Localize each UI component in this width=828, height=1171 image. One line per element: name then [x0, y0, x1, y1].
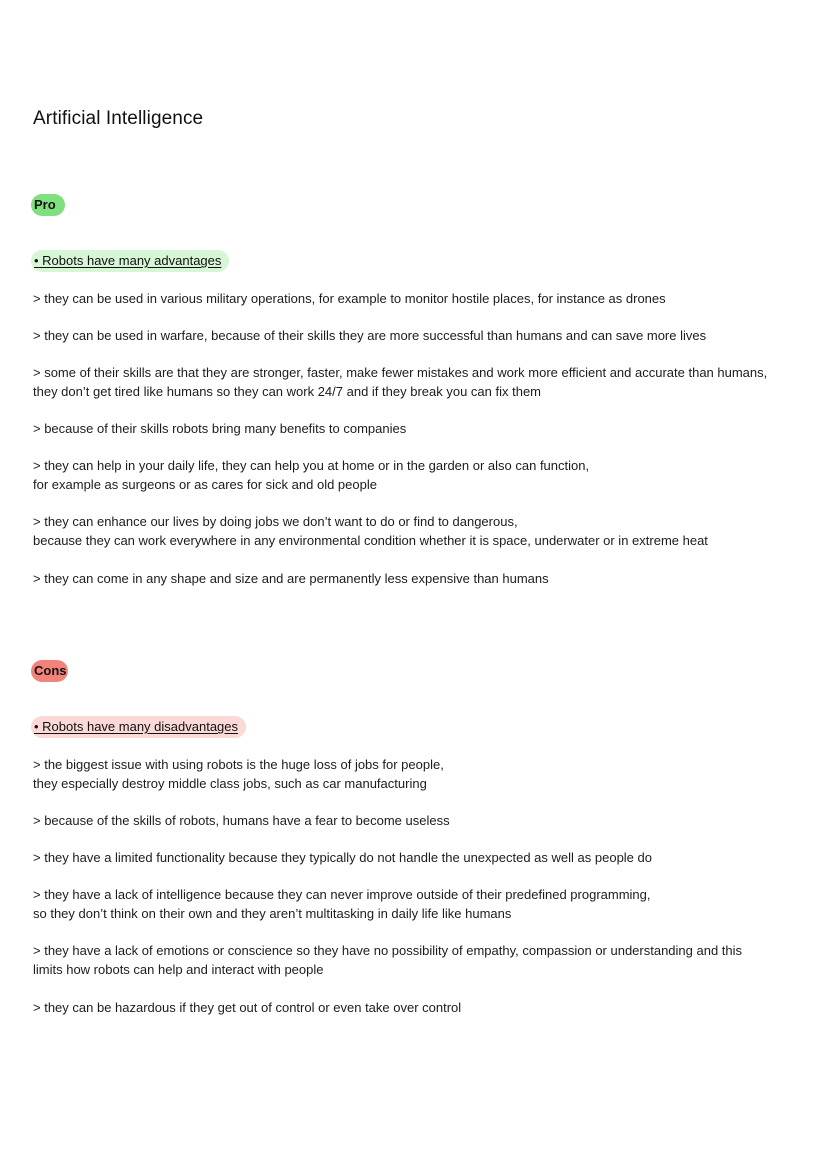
cons-point: > they have a lack of intelligence because they can never improve outside of their predefined programming, so they don’t think on their own and they aren’t multitasking in daily life like humans	[33, 887, 651, 921]
pro-point: > they can be used in warfare, because of their skills they are more successful than humans and can save more lives	[33, 328, 707, 343]
pro-point: > they can be used in various military operations, for example to monitor hostile places, for instance as drones	[33, 291, 666, 306]
cons-point: > the biggest issue with using robots is the huge loss of jobs for people, they especially destroy middle class jobs, such as car manufacturing	[33, 757, 444, 791]
pro-point: > they can come in any shape and size and are permanently less expensive than humans	[33, 571, 549, 586]
cons-point: > they have a lack of emotions or conscience so they have no possibility of empathy, compassion or understanding and this limits how robots can help and interact with people	[33, 943, 743, 977]
cons-heading	[31, 716, 246, 738]
pro-heading	[31, 250, 229, 272]
pro-tag: Pro	[31, 194, 65, 216]
cons-tag: Cons	[31, 660, 68, 682]
pro-point: > they can help in your daily life, they can help you at home or in the garden or also can function, for example as surgeons or as cares for sick and old people	[33, 458, 590, 492]
pro-heading-text: • Robots have many advantages	[34, 253, 222, 268]
cons-heading-text: • Robots have many disadvantages	[34, 719, 239, 734]
pro-point: > they can enhance our lives by doing jobs we don’t want to do or find to dangerous, because they can work everywhere in any environmental condition whether it is space, underwater or in extreme heat	[33, 514, 708, 548]
pro-point: > because of their skills robots bring many benefits to companies	[33, 421, 407, 436]
pro-point: > some of their skills are that they are stronger, faster, make fewer mistakes and work more efficient and accurate than humans, they don’t get tired like humans so they can work 24/7 and if they break you can fix them	[33, 365, 768, 399]
cons-point: > they have a limited functionality because they typically do not handle the unexpected as well as people do	[33, 850, 652, 865]
cons-point: > they can be hazardous if they get out of control or even take over control	[33, 1000, 462, 1015]
page-title: Artificial Intelligence	[33, 108, 204, 129]
cons-point: > because of the skills of robots, humans have a fear to become useless	[33, 813, 450, 828]
